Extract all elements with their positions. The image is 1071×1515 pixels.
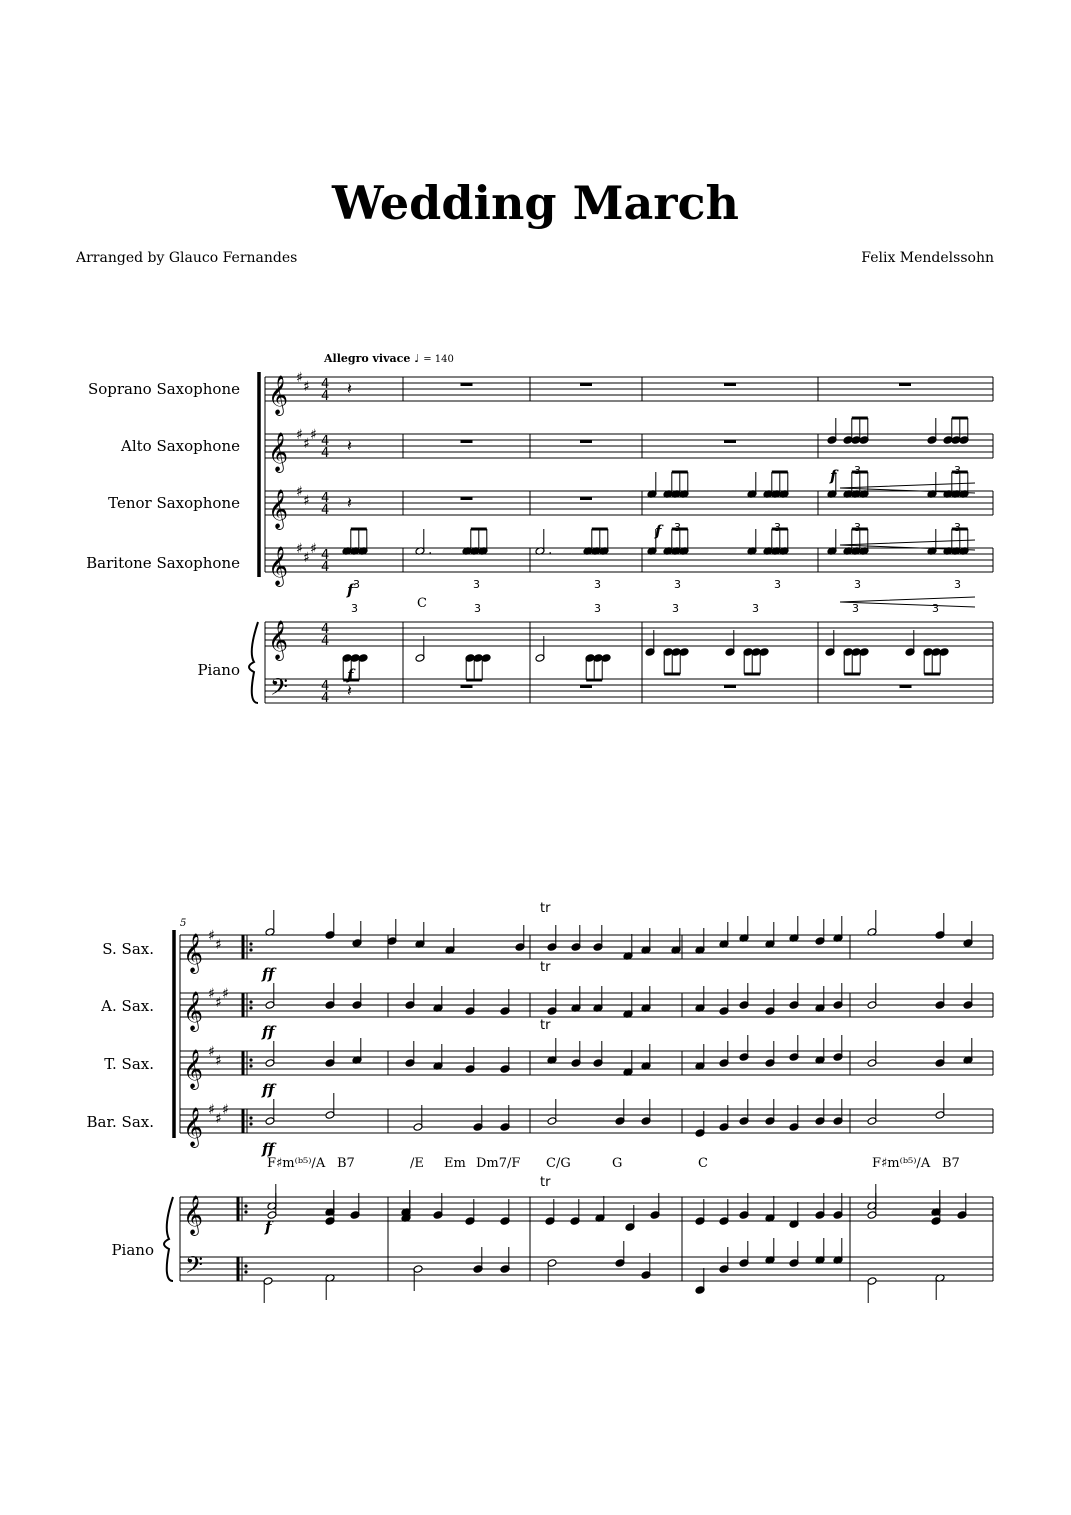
treble-clef-icon: 𝄞: [183, 1049, 204, 1089]
chord-symbol: C/G: [546, 1156, 571, 1171]
dynamic-marking: f: [347, 581, 354, 599]
bass-clef-icon: 𝄢: [185, 1251, 204, 1284]
treble-clef-icon: 𝄞: [268, 489, 289, 529]
triplet-mark: 3: [473, 578, 480, 591]
triplet-mark: 3: [351, 602, 358, 615]
triplet-mark: 3: [932, 602, 939, 615]
whole-rest: [580, 383, 592, 386]
sharp-icon: ♯: [303, 436, 310, 452]
time-sig-top: 4: [321, 377, 330, 392]
piano-brace: [249, 622, 258, 703]
quarter-rest-icon: 𝄽: [347, 436, 352, 455]
quarter-rest-icon: 𝄽: [347, 493, 352, 512]
chord-symbol: C: [417, 596, 427, 611]
tempo-text: Allegro vivace: [324, 352, 411, 365]
score-title: Wedding March: [331, 176, 739, 230]
time-sig-top: 4: [321, 622, 330, 637]
repeat-dot: [244, 1270, 247, 1273]
sharp-icon: ♯: [303, 550, 310, 566]
triplet-mark: 3: [752, 602, 759, 615]
whole-rest: [461, 685, 473, 688]
whole-rest: [899, 383, 911, 386]
repeat-dot: [244, 1210, 247, 1213]
quarter-rest-icon: 𝄽: [347, 379, 352, 398]
treble-clef-icon: 𝄞: [183, 933, 204, 973]
triplet-mark: 3: [954, 464, 961, 477]
quarter-note-icon: ♩: [414, 352, 420, 365]
dynamic-marking: f: [655, 522, 662, 540]
whole-rest: [724, 685, 736, 688]
dynamic-marking: ff: [262, 1023, 275, 1041]
treble-clef-icon: 𝄞: [183, 991, 204, 1031]
whole-rest: [461, 497, 473, 500]
dynamic-marking: f: [347, 666, 354, 684]
chord-symbol: Dm7/F: [476, 1156, 521, 1171]
sharp-icon: ♯: [296, 541, 303, 557]
chord-symbol: F♯m⁽ᵇ⁵⁾/A: [872, 1156, 931, 1171]
sharp-icon: ♯: [215, 995, 222, 1011]
triplet-mark: 3: [594, 602, 601, 615]
measure-number: 5: [180, 918, 187, 929]
quarter-rest-icon: 𝄽: [347, 681, 352, 700]
dynamic-marking: f: [830, 467, 837, 485]
whole-rest: [724, 383, 736, 386]
sharp-icon: ♯: [215, 937, 222, 953]
sharp-icon: ♯: [222, 986, 229, 1002]
instrument-name-baritone: Baritone Saxophone: [86, 554, 240, 572]
repeat-dot: [249, 942, 252, 945]
repeat-dot: [249, 1122, 252, 1125]
sharp-icon: ♯: [310, 541, 317, 557]
triplet-mark: 3: [672, 602, 679, 615]
sharp-icon: ♯: [215, 1053, 222, 1069]
triplet-mark: 3: [854, 464, 861, 477]
treble-clef-icon: 𝄞: [268, 546, 289, 586]
instrument-name-tenor: Tenor Saxophone: [108, 494, 240, 512]
triplet-mark: 3: [954, 578, 961, 591]
sharp-icon: ♯: [222, 1102, 229, 1118]
whole-rest: [461, 383, 473, 386]
instrument-abbr-alto: A. Sax.: [101, 997, 154, 1015]
instrument-name-alto: Alto Saxophone: [121, 437, 240, 455]
triplet-mark: 3: [774, 578, 781, 591]
treble-clef-icon: 𝄞: [268, 620, 289, 660]
whole-rest: [580, 685, 592, 688]
repeat-dot: [249, 1006, 252, 1009]
piano-brace: [164, 1197, 173, 1281]
trill-icon: tr: [540, 901, 551, 916]
sharp-icon: ♯: [303, 379, 310, 395]
time-sig-top: 4: [321, 548, 330, 563]
tempo-bpm: = 140: [423, 354, 454, 365]
triplet-mark: 3: [674, 578, 681, 591]
instrument-abbr-piano: Piano: [111, 1241, 154, 1259]
instrument-abbr-baritone: Bar. Sax.: [86, 1113, 154, 1131]
instrument-name-soprano: Soprano Saxophone: [87, 380, 240, 398]
chord-symbol: C: [698, 1156, 708, 1171]
time-sig-bottom: 4: [321, 503, 330, 518]
time-sig-top: 4: [321, 679, 330, 694]
composer-credit: Felix Mendelssohn: [861, 250, 994, 266]
sharp-icon: ♯: [215, 1111, 222, 1127]
instrument-name-piano: Piano: [197, 661, 240, 679]
time-sig-bottom: 4: [321, 634, 330, 649]
triplet-mark: 3: [594, 578, 601, 591]
whole-rest: [461, 440, 473, 443]
whole-rest: [724, 440, 736, 443]
treble-clef-icon: 𝄞: [183, 1195, 204, 1235]
dot: .: [428, 542, 433, 558]
whole-rest: [580, 497, 592, 500]
chord-symbol: F♯m⁽ᵇ⁵⁾/A: [267, 1156, 326, 1171]
sharp-icon: ♯: [296, 427, 303, 443]
dynamic-marking: ff: [262, 965, 275, 983]
chord-symbol: B7: [337, 1156, 355, 1171]
sharp-icon: ♯: [310, 427, 317, 443]
sharp-icon: ♯: [208, 928, 215, 944]
whole-rest: [580, 440, 592, 443]
sharp-icon: ♯: [208, 986, 215, 1002]
time-sig-bottom: 4: [321, 691, 330, 706]
triplet-mark: 3: [353, 578, 360, 591]
treble-clef-icon: 𝄞: [268, 375, 289, 415]
repeat-dot: [249, 1116, 252, 1119]
instrument-abbr-soprano: S. Sax.: [102, 940, 154, 958]
sharp-icon: ♯: [296, 484, 303, 500]
repeat-dot: [244, 1264, 247, 1267]
chord-symbol: Em: [444, 1156, 466, 1171]
whole-rest: [900, 685, 912, 688]
crescendo-hairpin: [840, 597, 975, 607]
chord-symbol: G: [612, 1156, 623, 1171]
time-sig-top: 4: [321, 434, 330, 449]
time-sig-bottom: 4: [321, 446, 330, 461]
triplet-mark: 3: [474, 602, 481, 615]
dynamic-marking: f: [265, 1218, 272, 1236]
triplet-mark: 3: [774, 521, 781, 534]
dot: .: [548, 542, 553, 558]
time-sig-bottom: 4: [321, 560, 330, 575]
triplet-mark: 3: [954, 521, 961, 534]
triplet-mark: 3: [854, 578, 861, 591]
sharp-icon: ♯: [208, 1044, 215, 1060]
trill-icon: tr: [540, 1018, 551, 1033]
repeat-dot: [249, 1000, 252, 1003]
triplet-mark: 3: [852, 602, 859, 615]
chord-symbol: /E: [410, 1156, 424, 1171]
treble-clef-icon: 𝄞: [183, 1107, 204, 1147]
triplet-mark: 3: [674, 521, 681, 534]
repeat-dot: [249, 1058, 252, 1061]
time-sig-top: 4: [321, 491, 330, 506]
repeat-dot: [244, 1204, 247, 1207]
repeat-dot: [249, 1064, 252, 1067]
chord-symbol: B7: [942, 1156, 960, 1171]
sharp-icon: ♯: [303, 493, 310, 509]
dynamic-marking: ff: [262, 1140, 275, 1158]
dynamic-marking: ff: [262, 1081, 275, 1099]
sharp-icon: ♯: [208, 1102, 215, 1118]
arranger-credit: Arranged by Glauco Fernandes: [76, 250, 298, 266]
trill-icon: tr: [540, 1175, 551, 1190]
bass-clef-icon: 𝄢: [270, 673, 289, 706]
time-sig-bottom: 4: [321, 389, 330, 404]
sharp-icon: ♯: [296, 370, 303, 386]
treble-clef-icon: 𝄞: [268, 432, 289, 472]
trill-icon: tr: [540, 960, 551, 975]
repeat-dot: [249, 948, 252, 951]
triplet-mark: 3: [854, 521, 861, 534]
instrument-abbr-tenor: T. Sax.: [104, 1055, 154, 1073]
